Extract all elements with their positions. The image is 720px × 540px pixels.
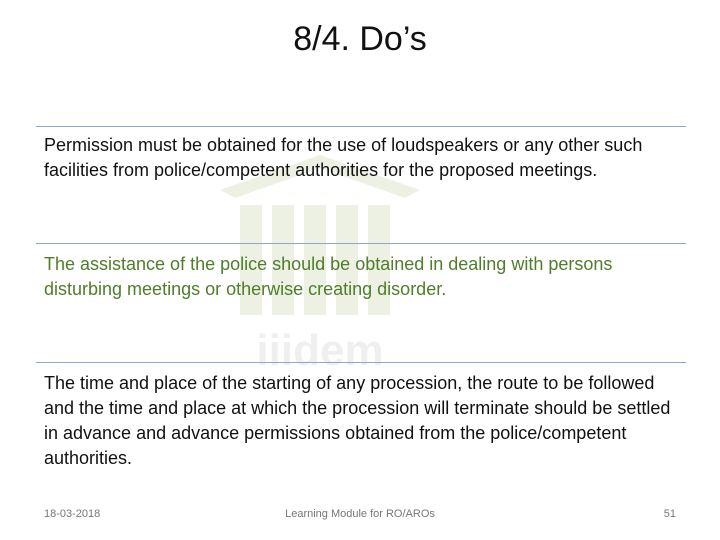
watermark-text: iiidem	[256, 326, 384, 370]
footer-page-number: 51	[663, 508, 676, 520]
divider-line	[36, 126, 686, 127]
footer-date: 18-03-2018	[44, 508, 101, 520]
bullet-procession-route: The time and place of the starting of any procession, the route to be followed and the time and place at which the procession will terminate should be settled in advance and advance permissions obtained from the police/competent authorities.	[44, 373, 671, 468]
bullet-police-assistance: The assistance of the police should be obtained in dealing with persons disturbing meetings or otherwise creating disorder.	[44, 254, 613, 299]
footer-module-title: Learning Module for RO/AROs	[285, 508, 435, 520]
slide-title: 8/4. Do’s	[293, 20, 427, 58]
divider-line	[36, 362, 686, 363]
divider-line	[36, 243, 686, 244]
bullet-loudspeaker-permission: Permission must be obtained for the use of loudspeakers or any other such facilities from police/competent authorities for the proposed meetings.	[44, 135, 643, 180]
